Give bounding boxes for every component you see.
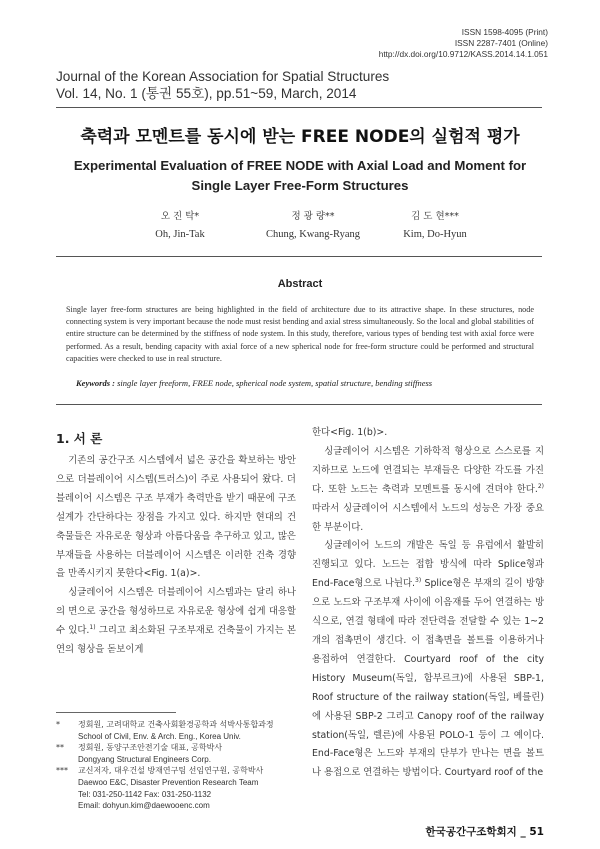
footnote-3-english: Daewoo E&C, Disaster Prevention Research Team [78,777,259,787]
english-title-line-1: Experimental Evaluation of FREE NODE with Axial Load and Moment for [73,158,527,173]
paragraph-2-part-a: 싱글레이어 시스템은 더블레이어 시스템과는 달리 하나의 면으로 공간을 형성하므로 자유로운 형상에 쉽게 대응할 수 있다. [56,587,296,637]
publication-metadata [379,27,548,60]
paragraph-4-part-b: Splice형은 부재의 길이 방향으로 노드와 구조부재 사이에 이음재를 두어 연결하는 방식으로, 연결 형태에 따라 전단력을 전달할 수 있는 1~2개의 접촉면이 생긴다. 이 접촉면을 볼트를 이용하거나 용접하여 연결한다. Courtyard roof of the city History Museum(독일, 함부르크)에 사용된 SBP-1, Roof structure of the railway station(독일, 베를린)에 사용된 SBP-2 그리고 Canopy roof of the railway station(독일, 렐른)에 사용된 POLO-1 등이 그 예이다. End-Face형은 노드와 부재의 단부가 만나는 면을 볼트나 용접으로 연결하는 방법이다. Courtyard roof of the [312,578,544,779]
author-2 [243,208,383,244]
english-title [60,156,540,196]
issn-print: ISSN 1598-4095 (Print) [461,27,548,37]
footnote-2-english: Dongyang Structural Engineers Corp. [78,754,211,764]
issn-online: ISSN 2287-7401 (Online) [454,38,548,48]
author-3-english: Kim, Do-Hyun [403,229,467,240]
footnote-2 [56,742,306,765]
footnote-1-korean: 정회원, 고려대학교 건축사회환경공학과 석박사통합과정 [78,720,274,729]
paragraph-2-continued: 한다<Fig. 1(b)>. [312,427,388,438]
keywords-line [76,378,432,388]
footnote-1 [56,719,306,742]
journal-header [56,68,389,102]
paragraph-2-part-b: 그리고 최소화된 구조부재로 건축물이 가지는 본연의 형상을 돋보이게 [56,625,296,656]
footnote-3-phone-fax: Tel: 031-250-1142 Fax: 031-250-1132 [78,789,212,799]
footnote-3-mark: *** [56,766,68,776]
author-1-korean: 오 진 탁* [160,211,200,222]
korean-title: 축력과 모멘트를 동시에 받는 FREE NODE의 실험적 평가 [80,127,520,147]
footnote-3 [56,765,306,811]
footnote-3-email[interactable]: Email: dohyun.kim@daewooenc.com [78,801,210,811]
keywords-text: single layer freeform, FREE node, spherical node system, spatial structure, bending stiffness [117,378,433,388]
author-3-korean: 김 도 현*** [411,211,459,222]
author-footnotes [56,719,306,812]
journal-volume: Vol. 14, No. 1 (통권 55호), pp.51~59, March, 2014 [56,86,357,101]
page-footer: 한국공간구조학회지 _ 51 [425,826,544,838]
footnote-rule [56,712,176,713]
paragraph-4 [312,537,544,783]
footnote-3-korean: 교신저자, 대우건설 방재연구팀 선임연구원, 공학박사 [78,766,264,776]
footnote-2-mark: ** [56,743,64,753]
author-3 [365,208,505,244]
author-2-english: Chung, Kwang-Ryang [265,229,361,240]
citation-1: 1) [89,624,96,632]
citation-3: 3) [415,577,422,585]
paragraph-2 [56,584,296,660]
paragraph-3 [312,443,544,538]
section-1-heading: 1. 서 론 [56,431,103,446]
left-column [56,452,296,660]
author-1-english: Oh, Jin-Tak [155,229,205,240]
paragraph-3-part-a: 싱글레이어 시스템은 기하학적 형상으로 스스로를 지지하므로 노드에 연결되는 부재들은 다양한 각도를 가진다. 또한 노드는 축력과 모멘트를 동시에 견뎌야 한다. [312,445,544,495]
keywords-label: Keywords : [76,378,115,388]
footnote-2-korean: 정회원, 동양구조안전기술 대표, 공학박사 [78,743,223,753]
journal-name: Journal of the Korean Association for Spatial Structures [56,69,390,84]
header-rule [56,107,542,108]
paragraph-1: 기존의 공간구조 시스템에서 넓은 공간을 확보하는 방안으로 더블레이어 시스템(트러스)이 주로 사용되어 왔다. 더블레이어 시스템은 구조 부재가 축력만을 받기 때문에 구조 설계가 간단하다는 장점을 가지고 있다. 하지만 현대의 건축물들은 자유로운 형상과 아름다움을 추구하고 있고, 많은 부재들을 사용하는 더블레이어 시스템은 이러한 건축 경향을 만족시키지 못한다<Fig. 1(a)>. [56,455,296,580]
abstract-bottom-rule [56,404,542,405]
right-column [312,424,544,783]
english-title-line-2: Single Layer Free-Form Structures [191,178,409,193]
footnote-1-english: School of Civil, Env. & Arch. Eng., Korea Univ. [78,731,241,741]
abstract-heading: Abstract [277,278,323,290]
abstract-body: Single layer free-form structures are being highlighted in the field of architecture due to its attractive shape. In these structures, node connecting system is very important because the node must resist bending and axial stress simultaneously. So the local and global stabilities of entire structure can be determined by the stiffness of node system. In this study, therefore, various types of bending test with axial force were performed. As a result, bending capacity with axial force of a new spherical node for free-form structure could be performed and structural capacities were checked to use in real structure. [66,305,534,363]
paragraph-3-part-b: 따라서 싱글레이어 시스템에서 노드의 성능은 가장 중요한 부분이다. [312,502,544,533]
abstract-top-rule [56,256,542,257]
author-1 [110,208,250,244]
paragraph-4-part-a: 싱글레이어 노드의 개발은 독일 등 유럽에서 활발히 진행되고 있다. 노드는 접합 방식에 따라 Splice형과 End-Face형으로 나뉜다. [312,540,544,590]
citation-2: 2) [537,482,544,490]
footnote-1-mark: * [56,720,60,729]
doi-link[interactable]: http://dx.doi.org/10.9712/KASS.2014.14.1.051 [378,49,548,59]
author-2-korean: 정 광 량** [291,211,335,222]
